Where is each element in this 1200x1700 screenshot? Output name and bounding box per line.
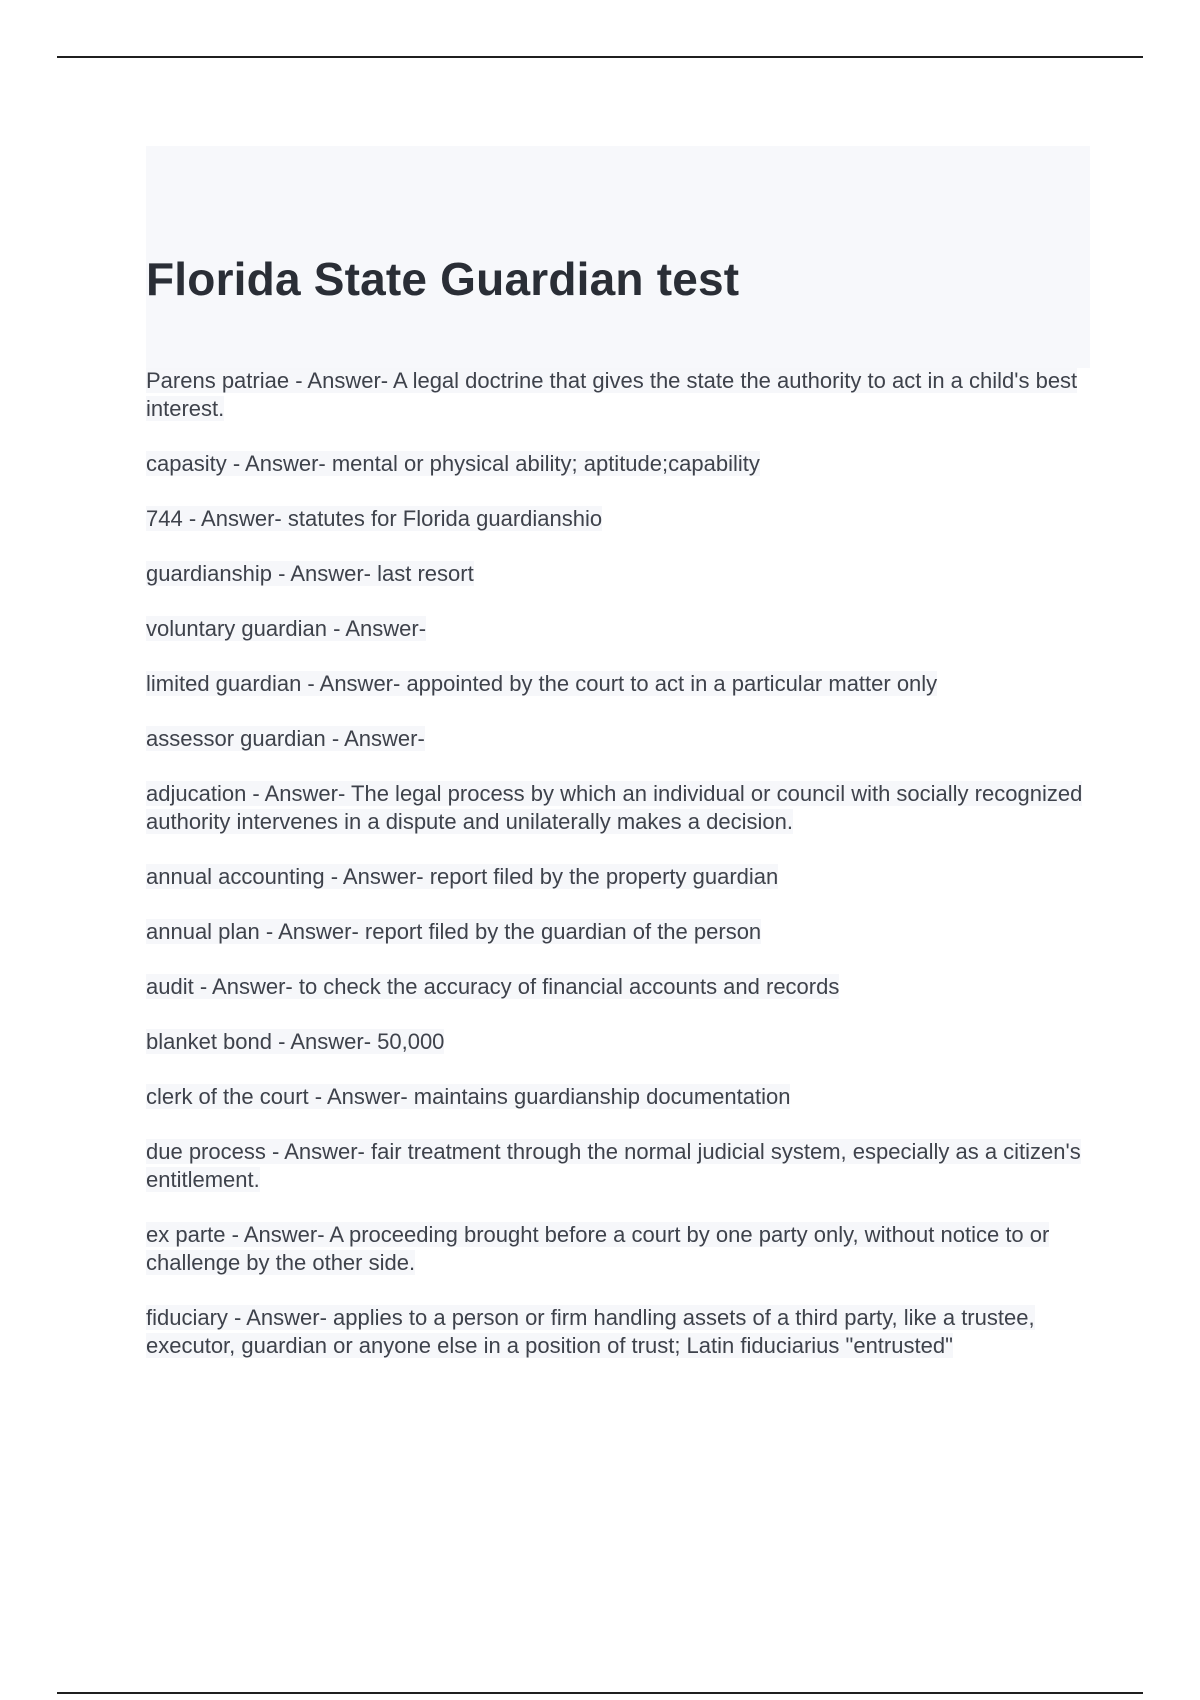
flashcard-text: annual plan - Answer- report filed by the guardian of the person [146,919,762,944]
flashcard-entry [146,1138,1090,1194]
flashcard-text: voluntary guardian - Answer- [146,616,427,641]
flashcard-entry [146,1304,1090,1360]
flashcard-list [146,367,1090,1387]
flashcard-entry [146,505,1090,533]
flashcard-text: assessor guardian - Answer- [146,726,425,751]
flashcard-entry [146,973,1090,1001]
flashcard-text: clerk of the court - Answer- maintains guardianship documentation [146,1084,791,1109]
flashcard-entry [146,367,1090,423]
flashcard-text: fiduciary - Answer- applies to a person or firm handling assets of a third party, like a trustee, executor, guardian or anyone else in a position of trust; Latin fiduciarius "entrusted" [146,1305,1035,1358]
flashcard-text: limited guardian - Answer- appointed by the court to act in a particular matter only [146,671,938,696]
flashcard-entry [146,615,1090,643]
page-title: Florida State Guardian test [146,253,740,305]
flashcard-text: audit - Answer- to check the accuracy of financial accounts and records [146,974,840,999]
flashcard-text: blanket bond - Answer- 50,000 [146,1029,445,1054]
flashcard-entry [146,725,1090,753]
flashcard-text: due process - Answer- fair treatment through the normal judicial system, especially as a citizen's entitlement. [146,1139,1081,1192]
flashcard-entry [146,450,1090,478]
flashcard-entry [146,918,1090,946]
flashcard-entry [146,1083,1090,1111]
flashcard-entry [146,863,1090,891]
flashcard-text: annual accounting - Answer- report filed by the property guardian [146,864,779,889]
flashcard-entry [146,780,1090,836]
flashcard-text: Parens patriae - Answer- A legal doctrine that gives the state the authority to act in a child's best interest. [146,368,1078,421]
flashcard-text: capasity - Answer- mental or physical ability; aptitude;capability [146,451,760,476]
page-bottom-rule [57,1692,1143,1694]
flashcard-text: 744 - Answer- statutes for Florida guardianshio [146,506,603,531]
flashcard-entry [146,1221,1090,1277]
flashcard-entry [146,1028,1090,1056]
flashcard-text: guardianship - Answer- last resort [146,561,474,586]
flashcard-text: ex parte - Answer- A proceeding brought before a court by one party only, without notice to or challenge by the other side. [146,1222,1050,1275]
page-top-rule [57,56,1143,58]
flashcard-entry [146,670,1090,698]
flashcard-text: adjucation - Answer- The legal process by which an individual or council with socially recognized authority intervenes in a dispute and unilaterally makes a decision. [146,781,1083,834]
flashcard-entry [146,560,1090,588]
title-block [146,146,1090,368]
